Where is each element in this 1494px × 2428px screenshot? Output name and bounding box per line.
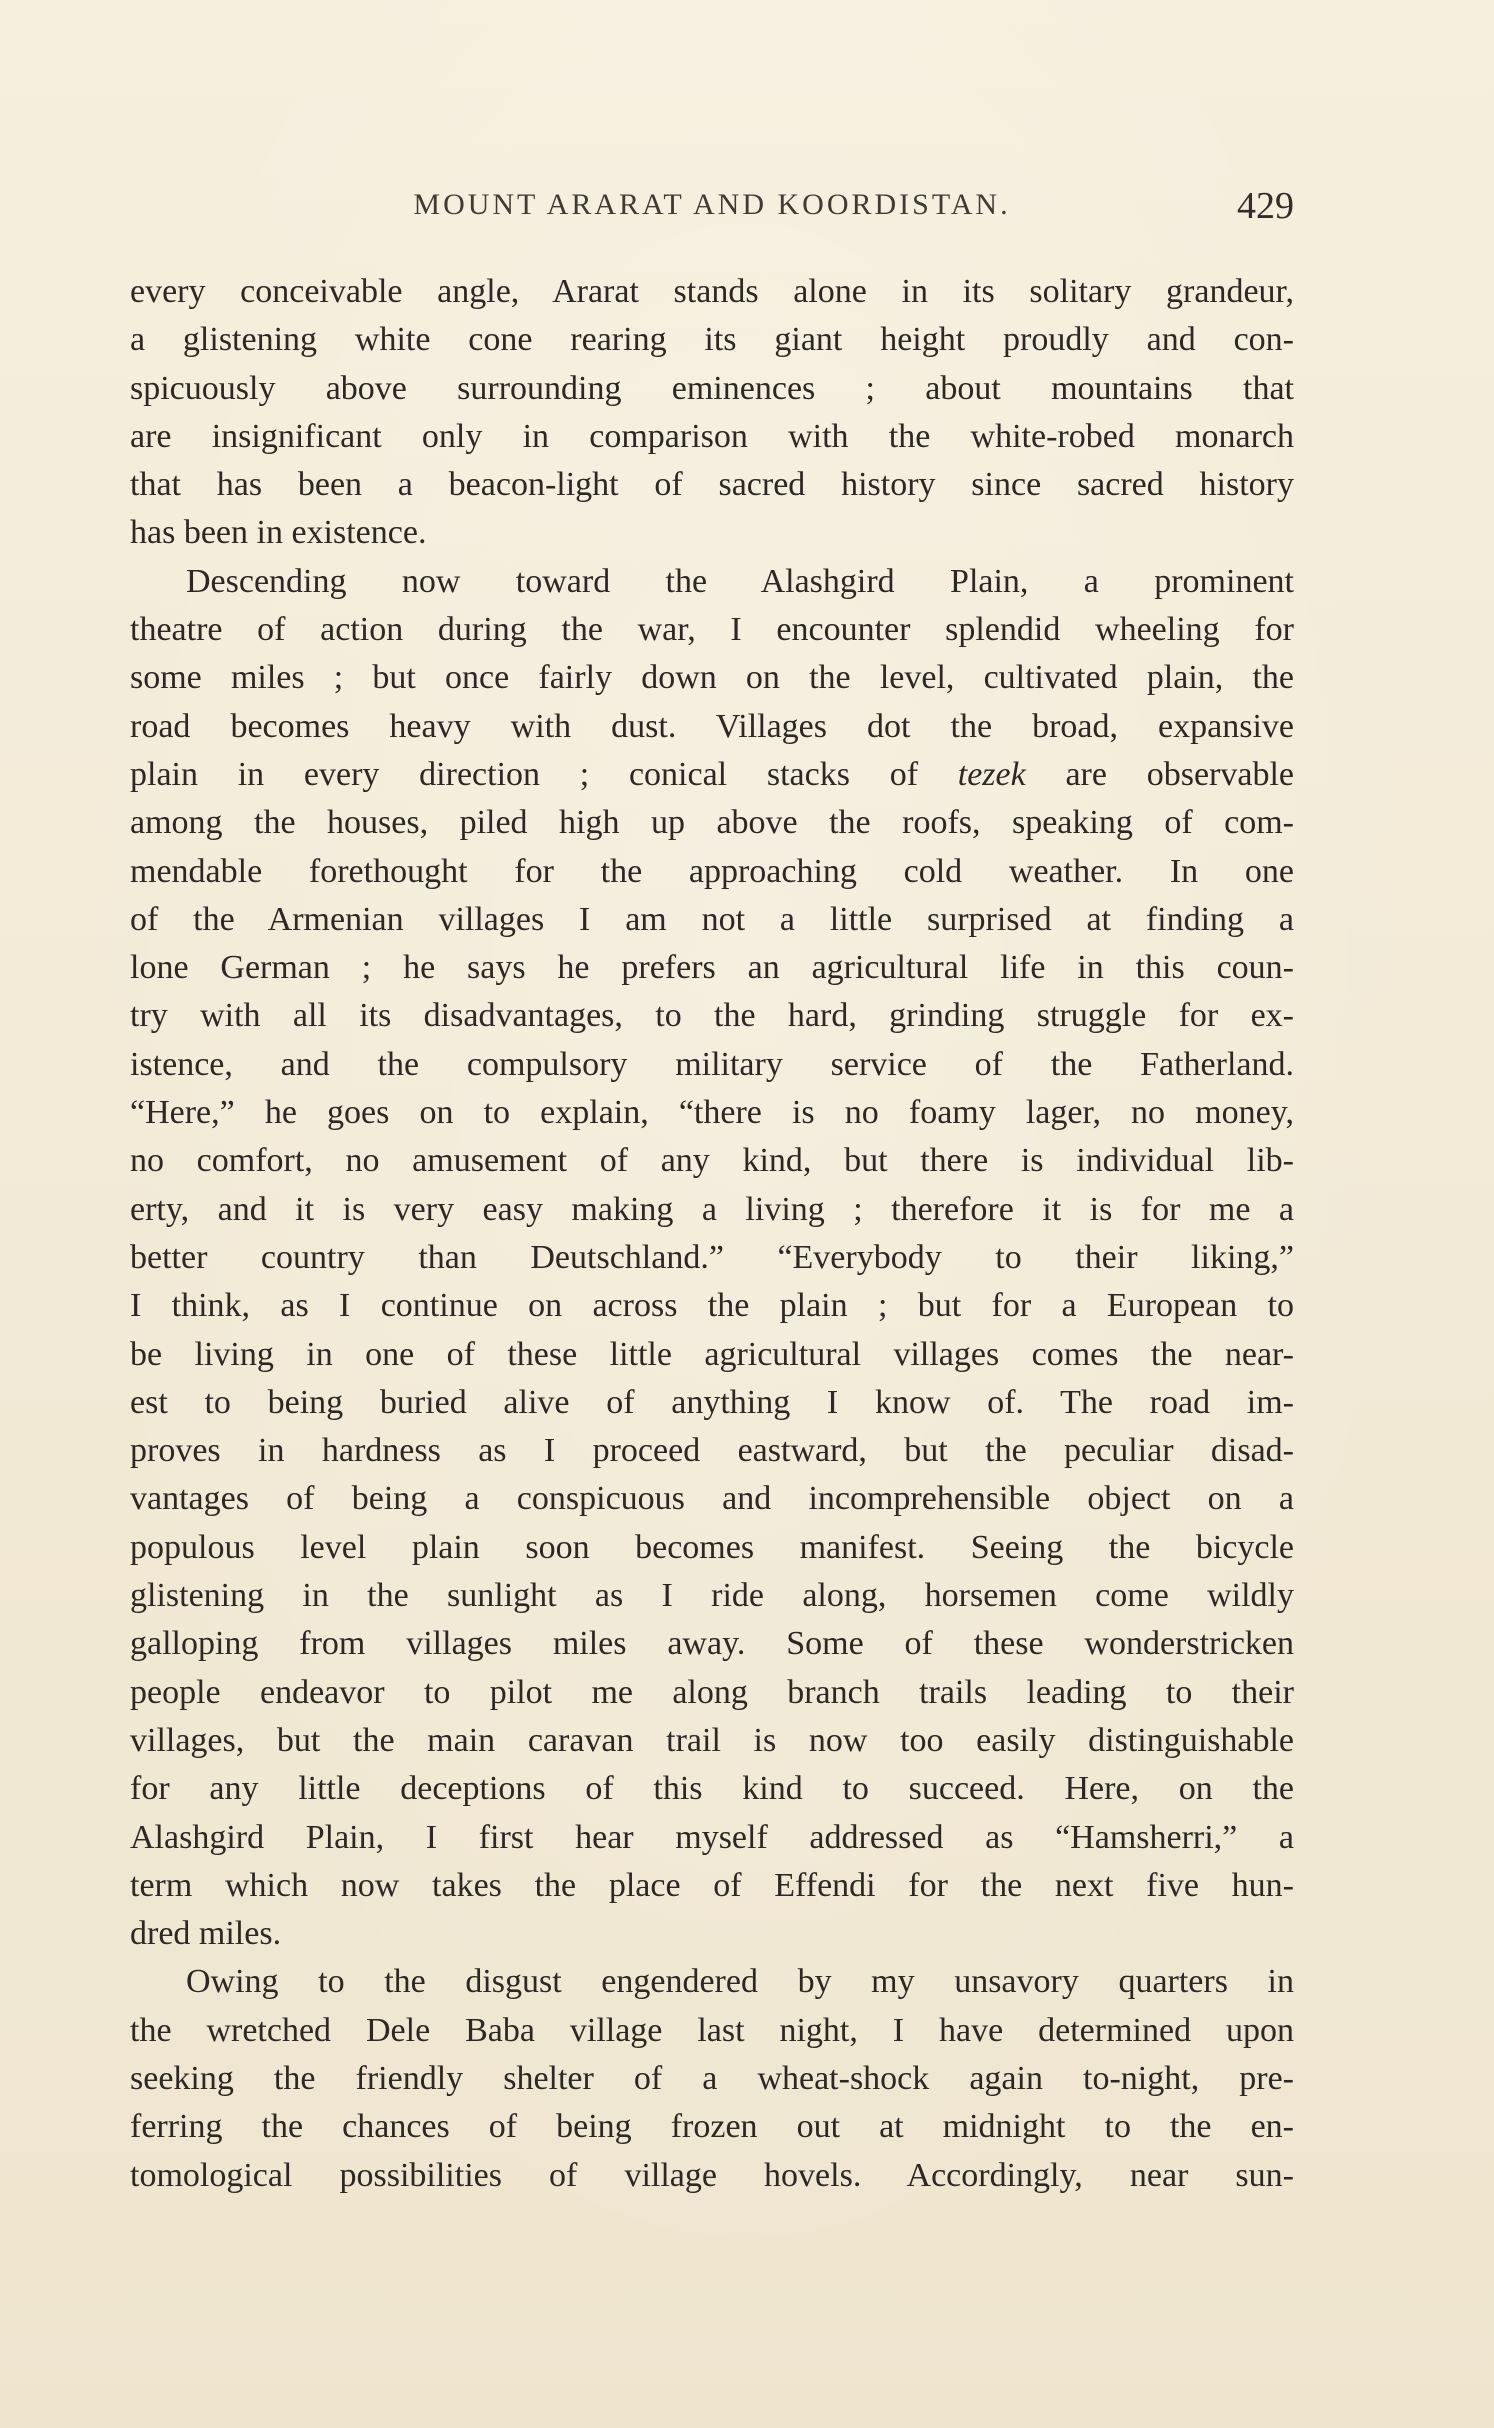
text-line: I think, as I continue on across the plain ; but for a European to (130, 1287, 1294, 1325)
text-line: Owing to the disgust engendered by my unsavory quarters in (186, 1963, 1294, 2001)
text-line: every conceivable angle, Ararat stands alone in its solitary grandeur, (130, 273, 1294, 310)
page-number: 429 (1237, 185, 1294, 227)
text-line: of the Armenian villages I am not a little surprised at finding a (130, 900, 1294, 938)
text-line: be living in one of these little agricultural villages comes the near- (130, 1335, 1294, 1373)
text-line: ferring the chances of being frozen out at midnight to the en- (130, 2108, 1294, 2146)
page-header (130, 185, 1294, 242)
text-line: term which now takes the place of Effendi for the next five hun- (130, 1866, 1294, 1904)
text-line-with-italic-word: plain in every direction ; conical stacks of tezek are observable (130, 755, 1294, 793)
text-line: are insignificant only in comparison with the white-robed monarch (130, 417, 1294, 455)
text-line: erty, and it is very easy making a living ; therefore it is for me a (130, 1190, 1294, 1228)
text-line: try with all its disadvantages, to the hard, grinding struggle for ex- (130, 997, 1294, 1035)
text-line: the wretched Dele Baba village last night, I have determined upon (130, 2011, 1294, 2049)
text-line: better country than Deutschland.” “Everybody to their liking,” (130, 1238, 1294, 1276)
paragraph-3 (130, 1958, 1294, 2199)
text-line: populous level plain soon becomes manifest. Seeing the bicycle (130, 1528, 1294, 1566)
text-line: villages, but the main caravan trail is now too easily distinguishable (130, 1721, 1294, 1759)
text-line: est to being buried alive of anything I know of. The road im- (130, 1383, 1294, 1421)
text-line: for any little deceptions of this kind to succeed. Here, on the (130, 1770, 1294, 1808)
text-line: Descending now toward the Alashgird Plain, a prominent (186, 562, 1294, 600)
text-line: theatre of action during the war, I encounter splendid wheeling for (130, 611, 1294, 649)
text-line: spicuously above surrounding eminences ; about mountains that (130, 369, 1294, 407)
text-line: a glistening white cone rearing its giant height proudly and con- (130, 321, 1294, 359)
text-line: lone German ; he says he prefers an agricultural life in this coun- (130, 949, 1294, 987)
italic-word-tezek: tezek (957, 755, 1026, 793)
text-line: vantages of being a conspicuous and incomprehensible object on a (130, 1480, 1294, 1518)
text-line: road becomes heavy with dust. Villages dot the broad, expansive (130, 707, 1294, 745)
running-title: MOUNT ARARAT AND KOORDISTAN. (413, 188, 1011, 221)
text-line: tomological possibilities of village hovels. Accordingly, near sun- (130, 2156, 1294, 2194)
text-line: galloping from villages miles away. Some of these wonderstricken (130, 1625, 1294, 1663)
paragraph-2 (130, 558, 1294, 1959)
text-line: people endeavor to pilot me along branch trails leading to their (130, 1673, 1294, 1711)
text-line: Alashgird Plain, I first hear myself addressed as “Hamsherri,” a (130, 1818, 1294, 1856)
text-line: “Here,” he goes on to explain, “there is no foamy lager, no money, (130, 1094, 1294, 1132)
text-line: among the houses, piled high up above the roofs, speaking of com- (130, 804, 1294, 842)
text-line: that has been a beacon-light of sacred history since sacred history (130, 466, 1294, 504)
text-line: istence, and the compulsory military service of the Fatherland. (130, 1045, 1294, 1083)
text-line: no comfort, no amusement of any kind, but there is individual lib- (130, 1142, 1294, 1180)
text-line: dred miles. (130, 1915, 282, 1953)
text-line: mendable forethought for the approaching cold weather. In one (130, 852, 1294, 890)
text-line: proves in hardness as I proceed eastward, but the peculiar disad- (130, 1432, 1294, 1470)
text-line: has been in existence. (130, 514, 427, 552)
text-line: some miles ; but once fairly down on the level, cultivated plain, the (130, 659, 1294, 697)
text-line: glistening in the sunlight as I ride along, horsemen come wildly (130, 1577, 1294, 1615)
paragraph-1 (130, 268, 1294, 558)
text-line: seeking the friendly shelter of a wheat-shock again to-night, pre- (130, 2059, 1294, 2097)
body-text (130, 268, 1294, 2200)
